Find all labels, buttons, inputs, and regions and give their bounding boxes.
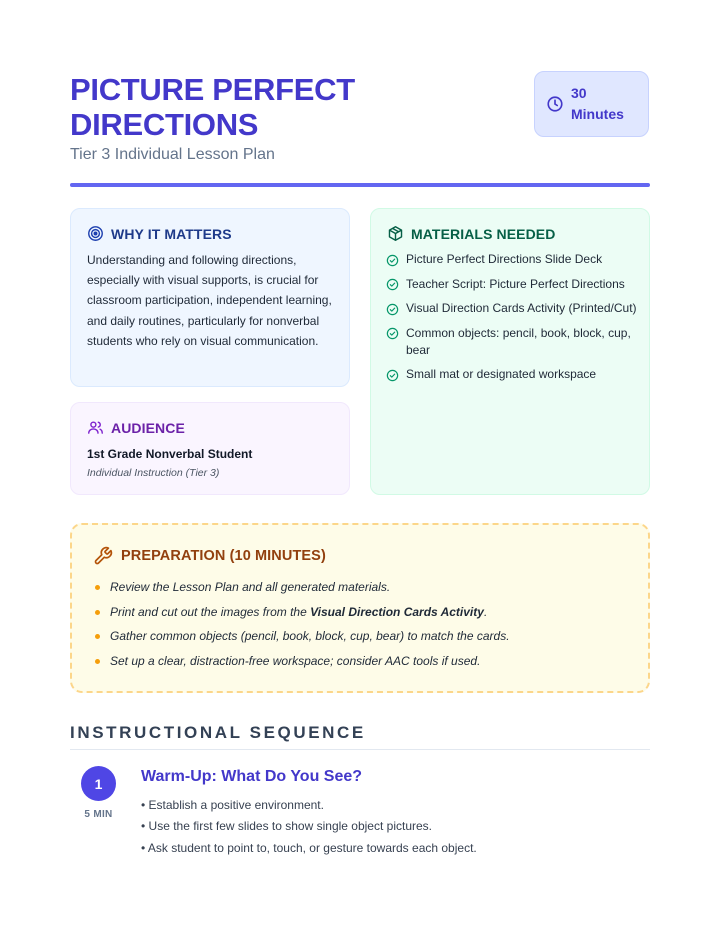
materials-heading-text: MATERIALS NEEDED [411,225,556,242]
prep-item-text-end: . [483,604,488,619]
page-title: PICTURE PERFECT DIRECTIONS [70,72,355,142]
check-circle-icon [386,369,399,382]
duration-value: 30 [571,85,587,101]
prep-item-emphasis: Visual Direction Cards Activity [310,604,484,619]
clock-icon [546,95,564,113]
page-subtitle: Tier 3 Individual Lesson Plan [70,146,275,163]
audience-detail: Individual Instruction (Tier 3) [87,467,220,479]
preparation-heading-text: PREPARATION (10 MINUTES) [121,548,326,564]
audience-heading [87,419,185,436]
list-item [386,276,641,293]
prep-item-text: Review the Lesson Plan and all generated materials. [110,580,391,594]
check-circle-icon [386,254,399,267]
bullet-dot [95,610,100,615]
list-item [93,579,633,596]
package-icon [387,225,404,242]
bullet-dot [95,659,100,664]
materials-list [386,251,641,391]
material-item-text: Picture Perfect Directions Slide Deck [406,252,603,266]
step-title: Warm-Up: What Do You See? [141,768,363,785]
why-it-matters-heading [87,225,232,242]
prep-item-text: Set up a clear, distraction-free workspace; consider AAC tools if used. [110,654,481,669]
list-item: • Use the first few slides to show single object pictures. [141,819,432,834]
preparation-card [70,523,650,693]
check-circle-icon [386,303,399,316]
step-bullet-list [141,797,641,861]
material-item-text: Visual Direction Cards Activity (Printed/Cut) [406,301,637,315]
wrench-icon [93,546,113,566]
list-item: • Ask student to point to, touch, or gesture towards each object. [141,840,477,855]
audience-heading-text: AUDIENCE [111,419,185,436]
preparation-list [93,579,633,678]
users-icon [87,419,104,436]
sequence-divider [70,749,650,750]
audience-card [70,402,350,495]
prep-item-text-part: Print and cut out the images from the [110,604,311,619]
check-circle-icon [386,327,399,340]
title-divider [70,183,650,187]
prep-item-text: Gather common objects (pencil, book, block, cup, bear) to match the cards. [110,629,510,644]
duration-text [571,83,624,125]
why-it-matters-card [70,208,350,387]
list-item [93,604,633,621]
materials-heading [387,225,555,242]
duration-unit: Minutes [571,106,624,122]
sequence-heading: INSTRUCTIONAL SEQUENCE [70,723,366,742]
list-item [386,300,641,317]
list-item: • Establish a positive environment. [141,798,324,812]
prep-item-text [110,604,487,621]
material-item-text: Small mat or designated workspace [406,367,597,381]
target-icon [87,225,104,242]
preparation-heading [93,546,326,566]
bullet-dot [95,585,100,590]
bullet-dot [95,634,100,639]
audience-name: 1st Grade Nonverbal Student [87,447,253,461]
material-item-text: Teacher Script: Picture Perfect Directions [406,276,625,291]
list-item [93,653,633,670]
list-item [93,628,633,645]
check-circle-icon [386,278,399,291]
duration-badge [534,71,649,137]
list-item [386,366,641,383]
list-item [386,251,641,268]
material-item-text: Common objects: pencil, book, block, cup, bear [406,325,631,357]
why-it-matters-heading-text: WHY IT MATTERS [111,225,232,242]
materials-card [370,208,650,495]
list-item [386,325,641,359]
step-duration: 5 MIN [84,809,113,820]
step-number-badge: 1 [81,766,116,801]
why-it-matters-text: Understanding and following directions, especially with visual supports, is crucial for classroom participation, independent learning, and daily routines, particularly for nonverbal students who rely on visual communication. [87,253,332,348]
